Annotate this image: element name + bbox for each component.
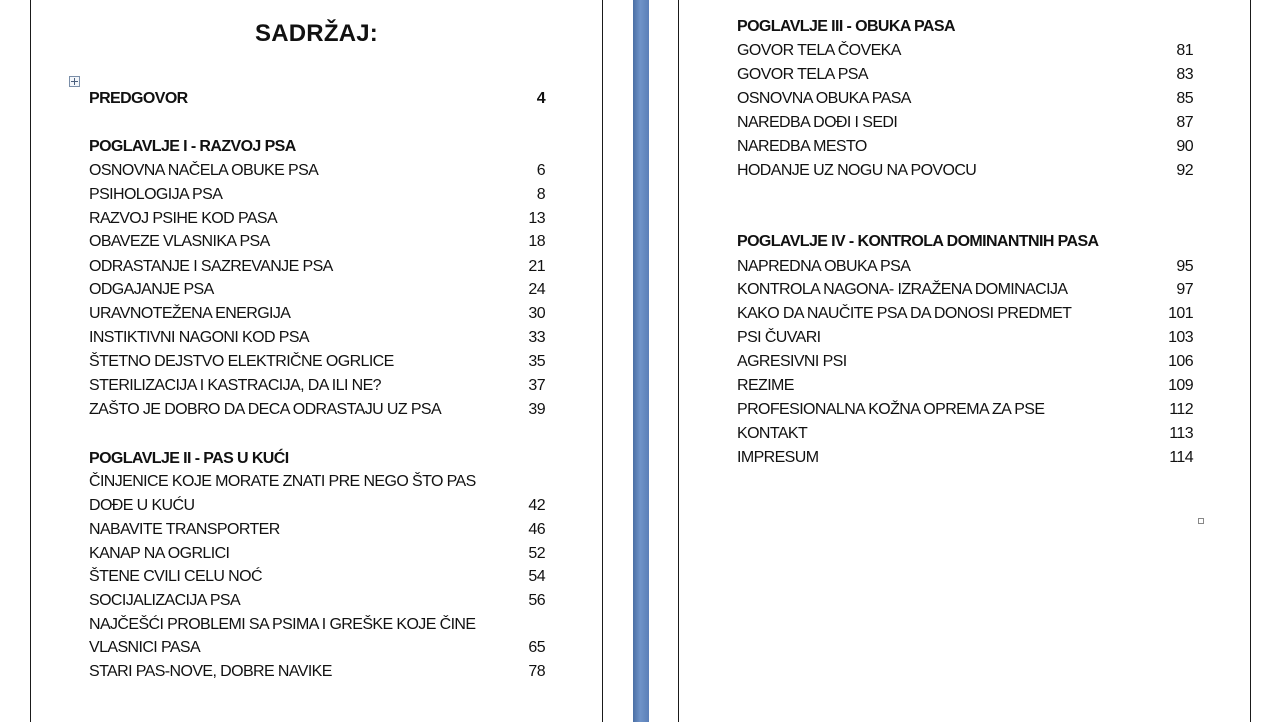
toc-entry: [89, 184, 545, 206]
toc-entry-page-number: 8: [536, 186, 545, 203]
toc-entry-title: STERILIZACIJA I KASTRACIJA, DA ILI NE?: [89, 377, 381, 394]
toc-entry: [737, 88, 1193, 110]
toc-entry-title: DOĐE U KUĆU: [89, 497, 195, 514]
toc-entry-title: POGLAVLJE II - PAS U KUĆI: [89, 450, 289, 467]
toc-entry: [737, 136, 1193, 158]
toc-entry: [737, 399, 1193, 421]
toc-entry-page-number: 30: [528, 305, 545, 322]
toc-entry-page-number: 83: [1176, 66, 1193, 83]
toc-entry: [89, 279, 545, 301]
toc-chapter-heading: [737, 16, 1193, 38]
toc-entry: [737, 447, 1193, 469]
toc-entry: [89, 471, 545, 493]
toc-entry-page-number: 81: [1176, 42, 1193, 59]
toc-entry-page-number: 46: [528, 521, 545, 538]
toc-entry-page-number: 90: [1176, 138, 1193, 155]
toc-entry-page-number: 4: [536, 90, 545, 107]
toc-entry-title: OSNOVNA NAČELA OBUKE PSA: [89, 162, 319, 179]
toc-entry-title: URAVNOTEŽENA ENERGIJA: [89, 305, 291, 322]
toc-entry: [89, 375, 545, 397]
toc-entry: [89, 327, 545, 349]
toc-entry-page-number: 65: [528, 639, 545, 656]
toc-entry-title: POGLAVLJE IV - KONTROLA DOMINANTNIH PASA: [737, 233, 1099, 250]
toc-entry: [89, 351, 545, 373]
toc-entry-page-number: 52: [528, 545, 545, 562]
toc-entry-page-number: 106: [1168, 353, 1193, 370]
toc-entry-title: PREDGOVOR: [89, 90, 188, 107]
toc-entry-page-number: 112: [1169, 401, 1193, 418]
toc-entry: [89, 399, 545, 421]
toc-chapter-heading: [89, 136, 545, 158]
toc-entry-title: NAREDBA DOĐI I SEDI: [737, 114, 898, 131]
toc-entry-page-number: 97: [1176, 281, 1193, 298]
toc-entry-title: SOCIJALIZACIJA PSA: [89, 592, 241, 609]
table-resize-handle-icon[interactable]: [1198, 518, 1204, 524]
toc-entry-title: NAJČEŠĆI PROBLEMI SA PSIMA I GREŠKE KOJE ČINE: [89, 616, 476, 633]
toc-entry-page-number: 18: [528, 233, 545, 250]
toc-entry-title: NAREDBA MESTO: [737, 138, 867, 155]
toc-entry: [89, 256, 545, 278]
toc-entry-title: INSTIKTIVNI NAGONI KOD PSA: [89, 329, 309, 346]
toc-entry-title: ŠTENE CVILI CELU NOĆ: [89, 568, 262, 585]
toc-entry: [737, 112, 1193, 134]
toc-entry: [737, 40, 1193, 62]
toc-entry: [89, 495, 545, 517]
toc-chapter-heading: [89, 88, 545, 110]
toc-entry-page-number: 56: [528, 592, 545, 609]
toc-entry-title: NAPREDNA OBUKA PSA: [737, 258, 911, 275]
toc-entry-page-number: 42: [528, 497, 545, 514]
toc-entry: [89, 160, 545, 182]
toc-entry-page-number: 109: [1168, 377, 1193, 394]
toc-entry-title: ZAŠTO JE DOBRO DA DECA ODRASTAJU UZ PSA: [89, 401, 442, 418]
toc-entry-title: ODGAJANJE PSA: [89, 281, 214, 298]
toc-entry-page-number: 114: [1169, 449, 1193, 466]
toc-entry-title: OSNOVNA OBUKA PASA: [737, 90, 911, 107]
toc-entry-title: RAZVOJ PSIHE KOD PASA: [89, 210, 278, 227]
toc-entry-page-number: 85: [1176, 90, 1193, 107]
toc-entry-title: PSIHOLOGIJA PSA: [89, 186, 223, 203]
toc-title: SADRŽAJ:: [255, 20, 378, 47]
toc-entry-page-number: 39: [528, 401, 545, 418]
toc-entry-page-number: 24: [528, 281, 545, 298]
toc-entry: [737, 160, 1193, 182]
toc-entry-title: IMPRESUM: [737, 449, 819, 466]
toc-entry: [89, 231, 545, 253]
toc-entry-title: AGRESIVNI PSI: [737, 353, 847, 370]
toc-entry-title: ODRASTANJE I SAZREVANJE PSA: [89, 258, 333, 275]
toc-entry-title: STARI PAS-NOVE, DOBRE NAVIKE: [89, 663, 332, 680]
toc-entry: [737, 423, 1193, 445]
toc-entry: [89, 208, 545, 230]
toc-entry-title: KONTAKT: [737, 425, 808, 442]
toc-entry: [737, 64, 1193, 86]
toc-entry-title: KONTROLA NAGONA- IZRAŽENA DOMINACIJA: [737, 281, 1068, 298]
toc-entry-title: VLASNICI PASA: [89, 639, 201, 656]
toc-entry-page-number: 101: [1168, 305, 1193, 322]
toc-entry-title: ČINJENICE KOJE MORATE ZNATI PRE NEGO ŠTO PAS: [89, 473, 476, 490]
toc-entry-page-number: 78: [528, 663, 545, 680]
toc-chapter-heading: [737, 231, 1193, 253]
toc-entry: [737, 351, 1193, 373]
toc-entry-title: POGLAVLJE I - RAZVOJ PSA: [89, 138, 296, 155]
toc-chapter-heading: [89, 448, 545, 470]
toc-entry: [89, 637, 545, 659]
toc-entry-title: KAKO DA NAUČITE PSA DA DONOSI PREDMET: [737, 305, 1072, 322]
toc-entry-title: PSI ČUVARI: [737, 329, 821, 346]
toc-entry: [737, 375, 1193, 397]
page-separator-bar: [633, 0, 649, 722]
toc-entry-page-number: 92: [1176, 162, 1193, 179]
toc-entry: [89, 614, 545, 636]
toc-entry-title: POGLAVLJE III - OBUKA PASA: [737, 18, 955, 35]
toc-entry: [737, 279, 1193, 301]
toc-entry-page-number: 113: [1169, 425, 1193, 442]
toc-entry-page-number: 54: [528, 568, 545, 585]
toc-entry-title: REZIME: [737, 377, 794, 394]
toc-entry-page-number: 21: [528, 258, 545, 275]
toc-entry-title: ŠTETNO DEJSTVO ELEKTRIČNE OGRLICE: [89, 353, 394, 370]
toc-entry: [89, 543, 545, 565]
toc-entry-title: HODANJE UZ NOGU NA POVOCU: [737, 162, 977, 179]
toc-entry-page-number: 95: [1176, 258, 1193, 275]
toc-entry-page-number: 87: [1176, 114, 1193, 131]
toc-entry: [89, 519, 545, 541]
toc-entry-title: GOVOR TELA PSA: [737, 66, 868, 83]
document-page-right: [678, 0, 1251, 722]
document-page-left: [30, 0, 603, 722]
toc-entry-title: OBAVEZE VLASNIKA PSA: [89, 233, 270, 250]
toc-entry-title: NABAVITE TRANSPORTER: [89, 521, 280, 538]
toc-entry-title: KANAP NA OGRLICI: [89, 545, 230, 562]
toc-entry: [89, 303, 545, 325]
toc-entry: [737, 256, 1193, 278]
toc-entry-title: PROFESIONALNA KOŽNA OPREMA ZA PSE: [737, 401, 1045, 418]
toc-entry-page-number: 33: [528, 329, 545, 346]
toc-entry-title: GOVOR TELA ČOVEKA: [737, 42, 901, 59]
toc-entry: [89, 661, 545, 683]
toc-entry-page-number: 6: [536, 162, 545, 179]
toc-entry-page-number: 37: [528, 377, 545, 394]
toc-entry-page-number: 13: [528, 210, 545, 227]
toc-entry: [89, 566, 545, 588]
table-move-handle-icon[interactable]: [69, 76, 80, 87]
toc-entry: [89, 590, 545, 612]
page-gutter: [603, 0, 678, 722]
toc-entry-page-number: 103: [1168, 329, 1193, 346]
toc-entry: [737, 303, 1193, 325]
toc-entry: [737, 327, 1193, 349]
toc-entry-page-number: 35: [528, 353, 545, 370]
